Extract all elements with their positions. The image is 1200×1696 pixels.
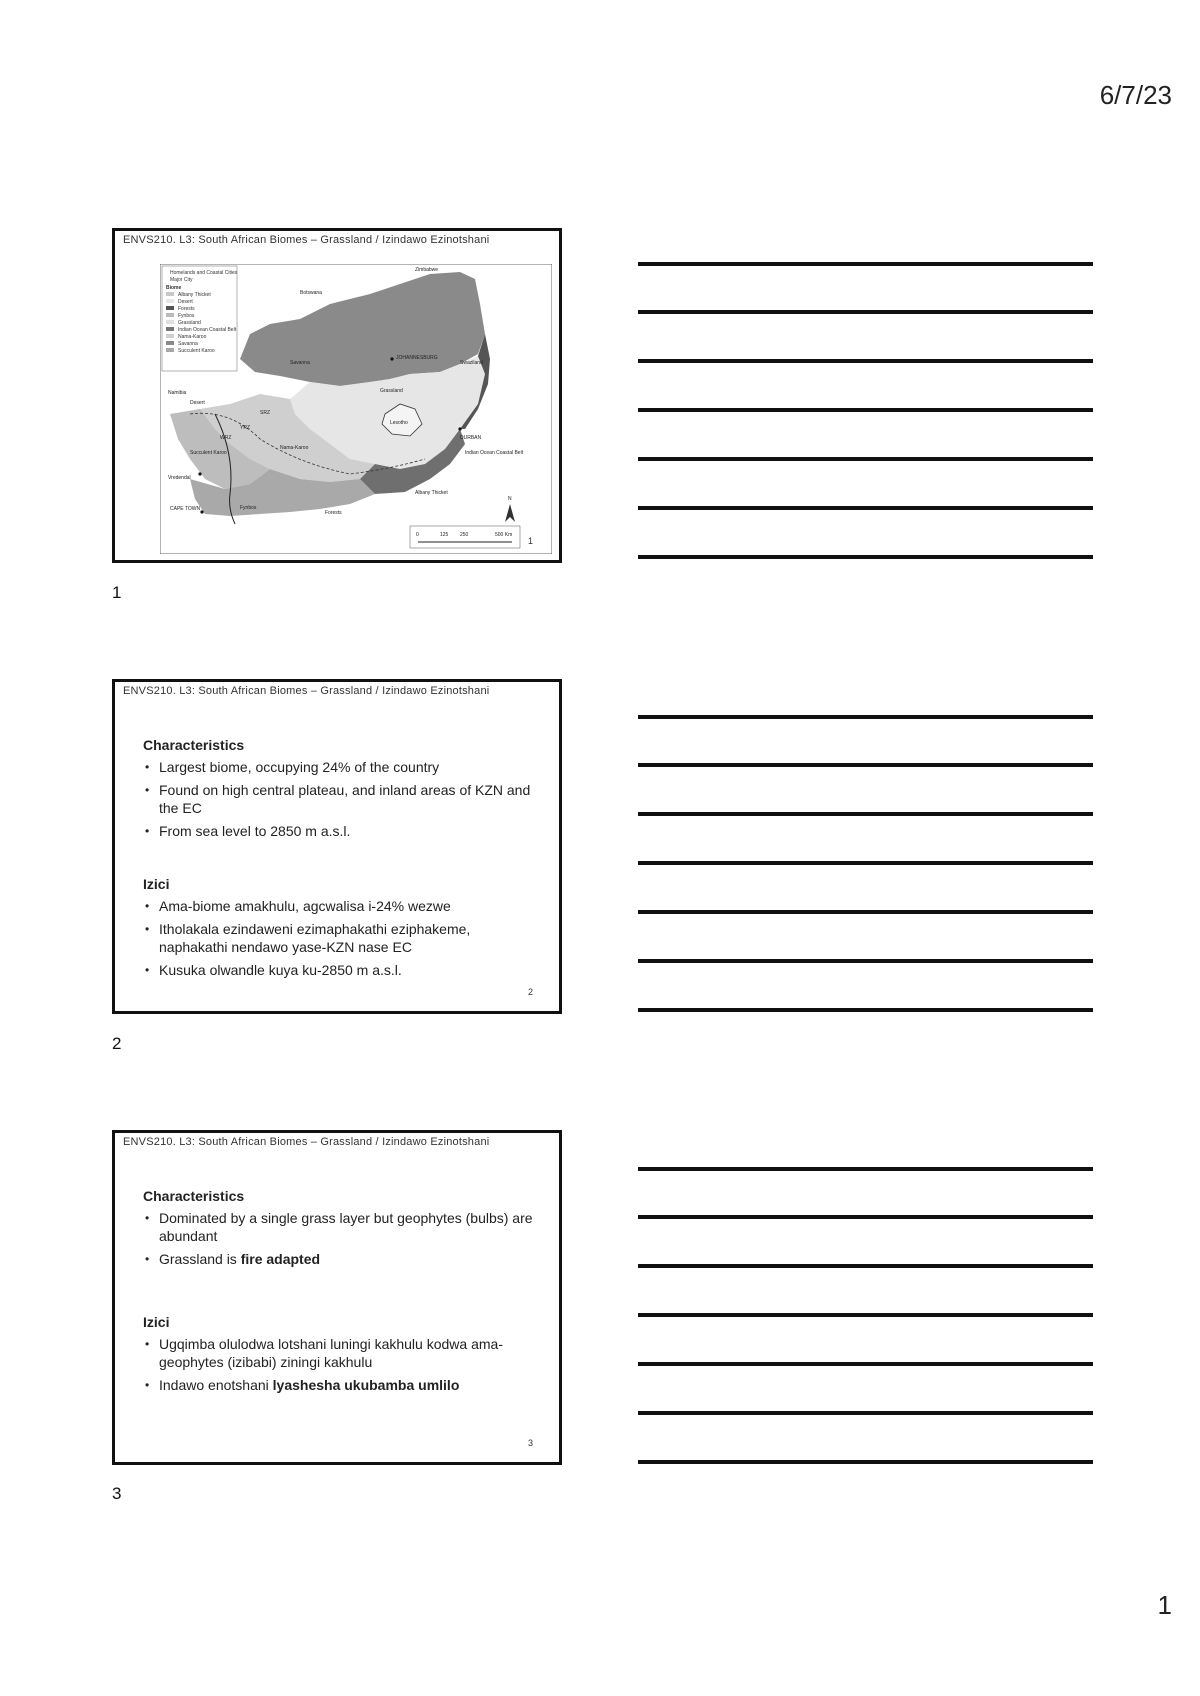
slide-content: [143, 736, 539, 984]
map-label-vredendal: Vredendal: [168, 475, 191, 481]
list-item: • Kusuka olwandle kuya ku-2850 m a.s.l.: [143, 961, 539, 979]
section-title: Characteristics: [143, 737, 245, 753]
legend-item: Forests: [178, 306, 195, 312]
note-line: [638, 262, 1093, 266]
slide-3: [112, 1130, 562, 1465]
list-item: • Found on high central plateau, and inland areas of KZN and the EC: [143, 781, 539, 817]
slide-1: [112, 228, 562, 563]
list-item: • Dominated by a single grass layer but geophytes (bulbs) are abundant: [143, 1209, 539, 1245]
list-item-text: Grassland is: [159, 1251, 241, 1267]
map-label-lesotho: Lesotho: [390, 420, 408, 426]
list-item: • Largest biome, occupying 24% of the country: [143, 758, 539, 776]
map-label-yrz: YRZ: [240, 425, 250, 431]
south-africa-biome-map: [160, 264, 552, 554]
map-label-desert: Desert: [190, 400, 205, 406]
legend-item: Nama-Karoo: [178, 334, 207, 340]
map-label-srz: SRZ: [260, 410, 270, 416]
map-label-forests: Forests: [325, 510, 342, 516]
note-line: [638, 861, 1093, 865]
list-item: • Itholakala ezindaweni ezimaphakathi eziphakeme, naphakathi nendawo yase-KZN nase EC: [143, 920, 539, 956]
map-label-nama-karoo: Nama-Karoo: [280, 445, 309, 451]
map-label-botswana: Botswana: [300, 290, 322, 296]
bullet-list: [143, 758, 539, 840]
note-line: [638, 715, 1093, 719]
map-label-grassland: Grassland: [380, 388, 403, 394]
map-label-succulent-karoo: Succulent Karoo: [190, 450, 227, 456]
list-item: • Ama-biome amakhulu, agcwalisa i-24% wezwe: [143, 897, 539, 915]
slide-number: 3: [527, 1438, 533, 1448]
note-line: [638, 763, 1093, 767]
svg-text:0: 0: [416, 532, 419, 538]
slide-header: ENVS210. L3: South African Biomes – Grassland / Izindawo Ezinotshani: [123, 685, 490, 697]
section-title: Izici: [143, 1314, 170, 1330]
note-line: [638, 506, 1093, 510]
page-number: 1: [1157, 1590, 1172, 1620]
map-label-albany-thicket: Albany Thicket: [415, 490, 448, 496]
legend-item: Albany Thicket: [178, 292, 211, 298]
svg-text:N: N: [508, 496, 512, 502]
legend-item: Homelands and Coastal Cities: [170, 270, 238, 276]
note-line: [638, 959, 1093, 963]
slide-label: 1: [112, 583, 122, 602]
note-line: [638, 457, 1093, 461]
svg-text:500 Km: 500 Km: [495, 532, 513, 538]
slide-content: [143, 1187, 539, 1399]
slide-label: 2: [112, 1034, 122, 1053]
map-label-indian-ocean: Indian Ocean Coastal Belt: [465, 450, 524, 456]
slide-header: ENVS210. L3: South African Biomes – Grassland / Izindawo Ezinotshani: [123, 1136, 490, 1148]
map-legend: [162, 266, 238, 371]
list-item: • From sea level to 2850 m a.s.l.: [143, 822, 539, 840]
map-label-savanna: Savanna: [290, 360, 310, 366]
slide-label: 3: [112, 1484, 122, 1503]
list-item-bold-text: fire adapted: [240, 1251, 321, 1267]
note-line: [638, 1167, 1093, 1171]
map-label-zimbabwe: Zimbabwe: [415, 267, 439, 273]
legend-item: Fynbos: [178, 313, 195, 319]
scale-bar: [410, 526, 520, 548]
list-item: • Ugqimba olulodwa lotshani luningi kakhulu kodwa ama-geophytes (izibabi) ziningi kakhulu: [143, 1335, 539, 1371]
note-line: [638, 1362, 1093, 1366]
slide-number: 2: [527, 987, 533, 997]
note-line: [638, 555, 1093, 559]
svg-text:250: 250: [460, 532, 469, 538]
note-line: [638, 1411, 1093, 1415]
legend-item: Major City: [170, 277, 193, 283]
map-label-fynbos: Fynbos: [240, 505, 257, 511]
note-line: [638, 310, 1093, 314]
legend-item: Desert: [178, 299, 193, 305]
list-item-text: Indawo enotshani: [159, 1377, 273, 1393]
note-line: [638, 359, 1093, 363]
section-title: Izici: [143, 876, 170, 892]
note-line: [638, 408, 1093, 412]
legend-item: Savanna: [178, 341, 198, 347]
list-item: [143, 1376, 539, 1394]
note-line: [638, 812, 1093, 816]
list-item-bold-text: lyashesha ukubamba umlilo: [272, 1377, 460, 1393]
bullet-list: [143, 1335, 539, 1394]
legend-item: Succulent Karoo: [178, 348, 215, 354]
map-label-namibia: Namibia: [168, 390, 187, 396]
legend-title: Biome: [166, 285, 182, 291]
bullet-list: [143, 897, 539, 979]
note-line: [638, 910, 1093, 914]
map-label-swaziland: Swaziland: [460, 360, 483, 366]
legend-item: Grassland: [178, 320, 201, 326]
note-line: [638, 1313, 1093, 1317]
note-line: [638, 1264, 1093, 1268]
map-label-cape-town: CAPE TOWN: [170, 506, 201, 512]
bullet-list: [143, 1209, 539, 1268]
map-label-johannesburg: JOHANNESBURG: [396, 355, 438, 361]
map-label-wrz: WRZ: [220, 435, 232, 441]
section-title: Characteristics: [143, 1188, 245, 1204]
slide-number: 1: [527, 536, 533, 546]
slide-header: ENVS210. L3: South African Biomes – Grassland / Izindawo Ezinotshani: [123, 234, 490, 246]
legend-item: Indian Ocean Coastal Belt: [178, 327, 237, 333]
slide-2: [112, 679, 562, 1014]
note-line: [638, 1215, 1093, 1219]
svg-text:125: 125: [440, 532, 449, 538]
list-item: [143, 1250, 539, 1268]
note-line: [638, 1008, 1093, 1012]
page-date: 6/7/23: [1099, 80, 1172, 110]
note-line: [638, 1460, 1093, 1464]
map-label-durban: DURBAN: [460, 435, 482, 441]
